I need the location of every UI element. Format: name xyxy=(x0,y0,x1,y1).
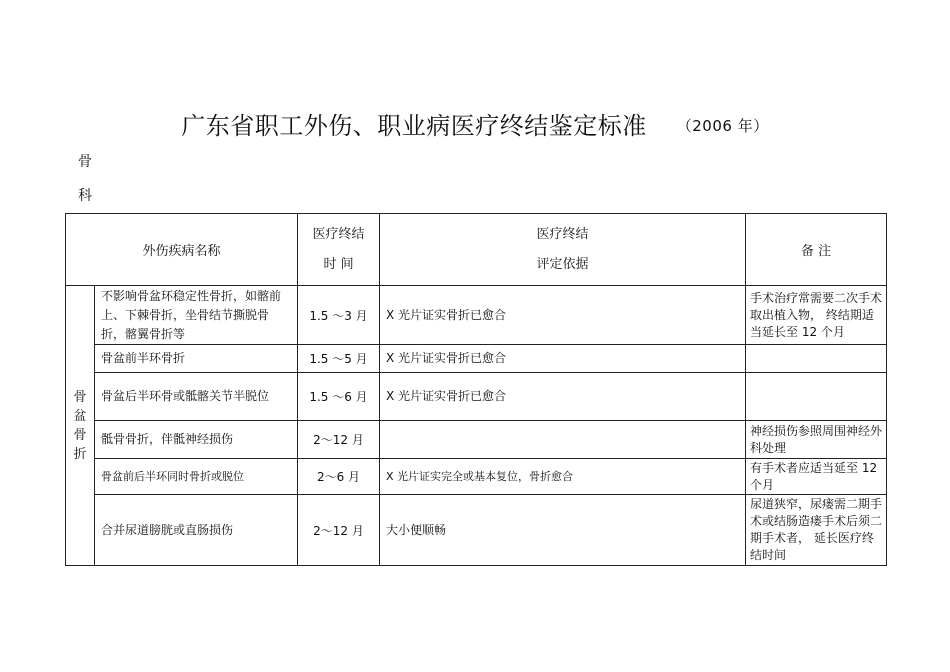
row-note xyxy=(746,373,887,421)
row-basis: X 光片证实完全或基本复位，骨折愈合 xyxy=(380,459,746,495)
table-row xyxy=(66,421,887,459)
header-time-line2: 时 间 xyxy=(323,256,354,272)
row-name: 骨盆前后半环同时骨折或脱位 xyxy=(95,459,298,495)
document-title xyxy=(0,110,950,142)
header-time-line1: 医疗终结 xyxy=(312,226,365,242)
header-note: 备 注 xyxy=(746,214,887,286)
row-time: 2～12 月 xyxy=(298,495,380,566)
row-name: 不影响骨盆环稳定性骨折，如髂前上、下棘骨折，坐骨结节撕脱骨折，髂翼骨折等 xyxy=(95,286,298,345)
row-basis: X 光片证实骨折已愈合 xyxy=(380,286,746,345)
row-note: 尿道狭窄，尿瘘需二期手术或结肠造瘘手术后须二期手术者， 延长医疗终结时间 xyxy=(746,495,887,566)
row-time: 1.5 ～6 月 xyxy=(298,373,380,421)
table-row xyxy=(66,373,887,421)
category-char-4: 折 xyxy=(73,446,87,462)
table-row xyxy=(66,459,887,495)
row-note xyxy=(746,345,887,373)
row-note: 有手术者应适当延至 12 个月 xyxy=(746,459,887,495)
standards-table xyxy=(65,213,887,566)
row-time: 1.5 ～3 月 xyxy=(298,286,380,345)
category-cell xyxy=(66,286,95,566)
row-note: 手术治疗常需要二次手术取出植入物， 终结期适当延长至 12 个月 xyxy=(746,286,887,345)
table-row xyxy=(66,286,887,345)
row-time: 2～12 月 xyxy=(298,421,380,459)
row-basis xyxy=(380,421,746,459)
row-name: 骶骨骨折，伴骶神经损伤 xyxy=(95,421,298,459)
row-time: 2～6 月 xyxy=(298,459,380,495)
dept-char-2: 科 xyxy=(78,188,92,204)
header-name: 外伤疾病名称 xyxy=(66,214,298,286)
row-name: 合并尿道膀胱或直肠损伤 xyxy=(95,495,298,566)
dept-char-1: 骨 xyxy=(78,154,92,170)
header-basis xyxy=(380,214,746,286)
row-note: 神经损伤参照周围神经外科处理 xyxy=(746,421,887,459)
title-text: 广东省职工外伤、职业病医疗终结鉴定标准 xyxy=(181,112,647,140)
row-time: 1.5 ～5 月 xyxy=(298,345,380,373)
table-header-row xyxy=(66,214,887,286)
category-char-1: 骨 xyxy=(73,389,87,405)
row-name: 骨盆前半环骨折 xyxy=(95,345,298,373)
category-char-3: 骨 xyxy=(73,427,87,443)
row-name: 骨盆后半环骨或骶髂关节半脱位 xyxy=(95,373,298,421)
header-time xyxy=(298,214,380,286)
table-row xyxy=(66,495,887,566)
table-row xyxy=(66,345,887,373)
row-basis: X 光片证实骨折已愈合 xyxy=(380,345,746,373)
row-basis: X 光片证实骨折已愈合 xyxy=(380,373,746,421)
title-year: （2006 年） xyxy=(676,117,769,135)
category-char-2: 盆 xyxy=(73,408,87,424)
row-basis: 大小便顺畅 xyxy=(380,495,746,566)
header-basis-line2: 评定依据 xyxy=(536,256,589,272)
header-basis-line1: 医疗终结 xyxy=(536,226,589,242)
